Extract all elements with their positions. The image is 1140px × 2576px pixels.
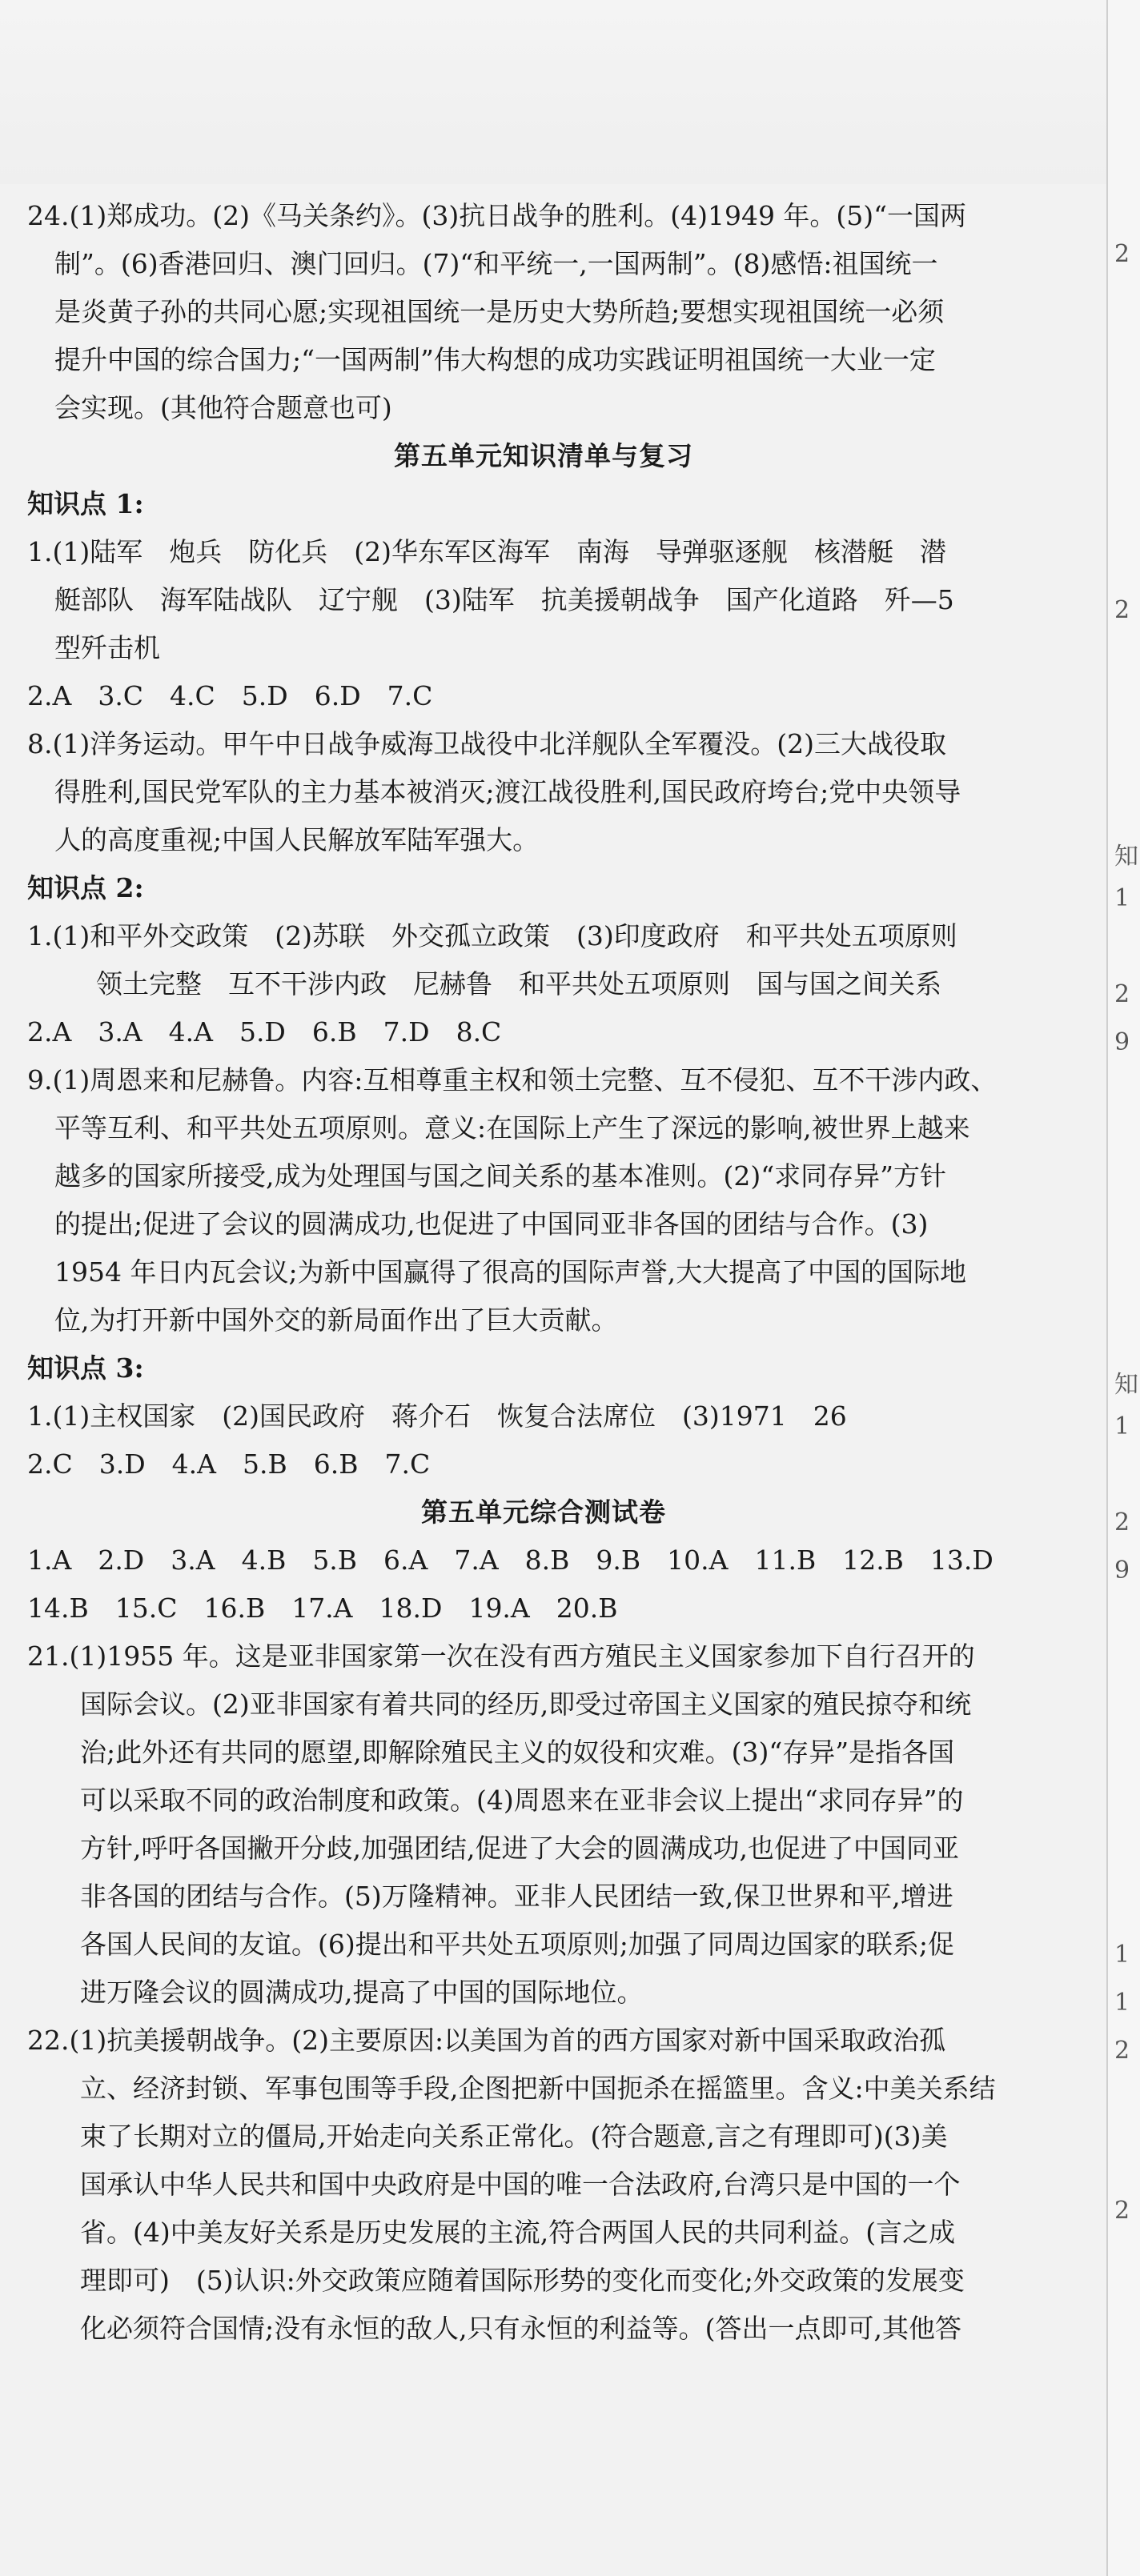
q24-line-4: 提升中国的综合国力;“一国两制”伟大构想的成功实践证明祖国统一大业一定 (54, 344, 936, 375)
edge-fragment: 1 (1114, 1412, 1130, 1440)
test-line: 进万隆会议的圆满成功,提高了中国的国际地位。 (80, 1977, 644, 2008)
kp2-line: 领土完整 互不干涉内政 尼赫鲁 和平共处五项原则 国与国之间关系 (96, 968, 941, 1000)
test-line: 治;此外还有共同的愿望,即解除殖民主义的奴役和灾难。(3)“存异”是指各国 (80, 1737, 955, 1768)
q24-line-5: 会实现。(其他符合题意也可) (54, 392, 392, 423)
test-line: 理即可) (5)认识:外交政策应随着国际形势的变化而变化;外交政策的发展变 (80, 2265, 965, 2296)
test-line: 22.(1)抗美援朝战争。(2)主要原因:以美国为首的西方国家对新中国采取政治孤 (27, 2025, 946, 2056)
test-line: 国承认中华人民共和国中央政府是中国的唯一合法政府,台湾只是中国的一个 (80, 2169, 961, 2200)
section-title-test: 第五单元综合测试卷 (421, 1496, 666, 1528)
edge-fragment: 1 (1114, 1941, 1130, 1969)
kp2-line: 位,为打开新中国外交的新局面作出了巨大贡献。 (54, 1304, 618, 1336)
kp2-line: 2.A 3.A 4.A 5.D 6.B 7.D 8.C (27, 1016, 502, 1048)
test-line: 各国人民间的友谊。(6)提出和平共处五项原则;加强了同周边国家的联系;促 (80, 1929, 954, 1960)
test-line: 21.(1)1955 年。这是亚非国家第一次在没有西方殖民主义国家参加下自行召开的 (27, 1641, 975, 1672)
kp3-line: 2.C 3.D 4.A 5.B 6.B 7.C (27, 1448, 431, 1480)
kp2-line: 9.(1)周恩来和尼赫鲁。内容:互相尊重主权和领土完整、互不侵犯、互不干涉内政、 (27, 1064, 998, 1096)
edge-fragment: 2 (1114, 2197, 1130, 2225)
test-line: 束了长期对立的僵局,开始走向关系正常化。(符合题意,言之有理即可)(3)美 (80, 2121, 948, 2152)
kp1-line: 人的高度重视;中国人民解放军陆军强大。 (54, 824, 540, 855)
edge-fragment: 2 (1114, 2037, 1130, 2065)
knowledge-point-3-label: 知识点 3: (27, 1352, 144, 1384)
kp1-line: 8.(1)洋务运动。甲午中日战争威海卫战役中北洋舰队全军覆没。(2)三大战役取 (27, 728, 946, 759)
edge-fragment: 知 (1114, 843, 1138, 871)
test-line: 立、经济封锁、军事包围等手段,企图把新中国扼杀在摇篮里。含义:中美关系结 (80, 2073, 996, 2104)
edge-fragment: 2 (1114, 980, 1130, 1008)
kp2-line: 1954 年日内瓦会议;为新中国赢得了很高的国际声誉,大大提高了中国的国际地 (54, 1256, 967, 1288)
kp1-line: 得胜利,国民党军队的主力基本被消灭;渡江战役胜利,国民政府垮台;党中央领导 (54, 776, 961, 807)
section-title-review: 第五单元知识清单与复习 (394, 440, 693, 471)
page-top-margin (0, 0, 1140, 184)
q24-line-3: 是炎黄子孙的共同心愿;实现祖国统一是历史大势所趋;要想实现祖国统一必须 (54, 296, 945, 327)
edge-fragment: 1 (1114, 1989, 1130, 2017)
edge-fragment: 9 (1114, 1028, 1130, 1056)
edge-fragment: 9 (1114, 1556, 1130, 1584)
knowledge-point-1-label: 知识点 1: (27, 488, 144, 519)
test-line: 方针,呼吁各国撇开分歧,加强团结,促进了大会的圆满成功,也促进了中国同亚 (80, 1833, 959, 1864)
kp2-line: 1.(1)和平外交政策 (2)苏联 外交孤立政策 (3)印度政府 和平共处五项原则 (27, 920, 957, 951)
knowledge-point-2-label: 知识点 2: (27, 872, 144, 903)
kp2-line: 平等互利、和平共处五项原则。意义:在国际上产生了深远的影响,被世界上越来 (54, 1112, 970, 1144)
q24-line-1: 24.(1)郑成功。(2)《马关条约》。(3)抗日战争的胜利。(4)1949 年。(5)“一国两 (27, 200, 967, 231)
test-line: 可以采取不同的政治制度和政策。(4)周恩来在亚非会议上提出“求同存异”的 (80, 1785, 964, 1816)
adjacent-page-edge (1106, 0, 1140, 2576)
kp1-line: 2.A 3.C 4.C 5.D 6.D 7.C (27, 680, 433, 711)
edge-fragment: 1 (1114, 884, 1130, 912)
answer-page (27, 192, 1060, 2353)
test-line: 14.B 15.C 16.B 17.A 18.D 19.A 20.B (27, 1592, 618, 1624)
kp1-line: 型歼击机 (54, 632, 160, 663)
kp1-line: 1.(1)陆军 炮兵 防化兵 (2)华东军区海军 南海 导弹驱逐舰 核潜艇 潜 (27, 536, 946, 567)
edge-fragment: 2 (1114, 1508, 1130, 1536)
kp2-line: 的提出;促进了会议的圆满成功,也促进了中国同亚非各国的团结与合作。(3) (54, 1208, 929, 1240)
edge-fragment: 知 (1114, 1371, 1138, 1399)
test-line: 化必须符合国情;没有永恒的敌人,只有永恒的利益等。(答出一点即可,其他答 (80, 2313, 961, 2344)
test-line: 1.A 2.D 3.A 4.B 5.B 6.A 7.A 8.B 9.B 10.A 11.B 12.B 13.D (27, 1544, 993, 1576)
kp3-line: 1.(1)主权国家 (2)国民政府 蒋介石 恢复合法席位 (3)1971 26 (27, 1400, 847, 1432)
test-line: 省。(4)中美友好关系是历史发展的主流,符合两国人民的共同利益。(言之成 (80, 2217, 956, 2248)
kp2-line: 越多的国家所接受,成为处理国与国之间关系的基本准则。(2)“求同存异”方针 (54, 1160, 946, 1192)
q24-line-2: 制”。(6)香港回归、澳门回归。(7)“和平统一,一国两制”。(8)感悟:祖国统一 (54, 248, 938, 279)
test-line: 非各国的团结与合作。(5)万隆精神。亚非人民团结一致,保卫世界和平,增进 (80, 1881, 953, 1912)
test-line: 国际会议。(2)亚非国家有着共同的经历,即受过帝国主义国家的殖民掠夺和统 (80, 1689, 972, 1720)
edge-fragment: 2 (1114, 240, 1130, 268)
kp1-line: 艇部队 海军陆战队 辽宁舰 (3)陆军 抗美援朝战争 国产化道路 歼—5 (54, 584, 954, 615)
edge-fragment: 2 (1114, 596, 1130, 624)
